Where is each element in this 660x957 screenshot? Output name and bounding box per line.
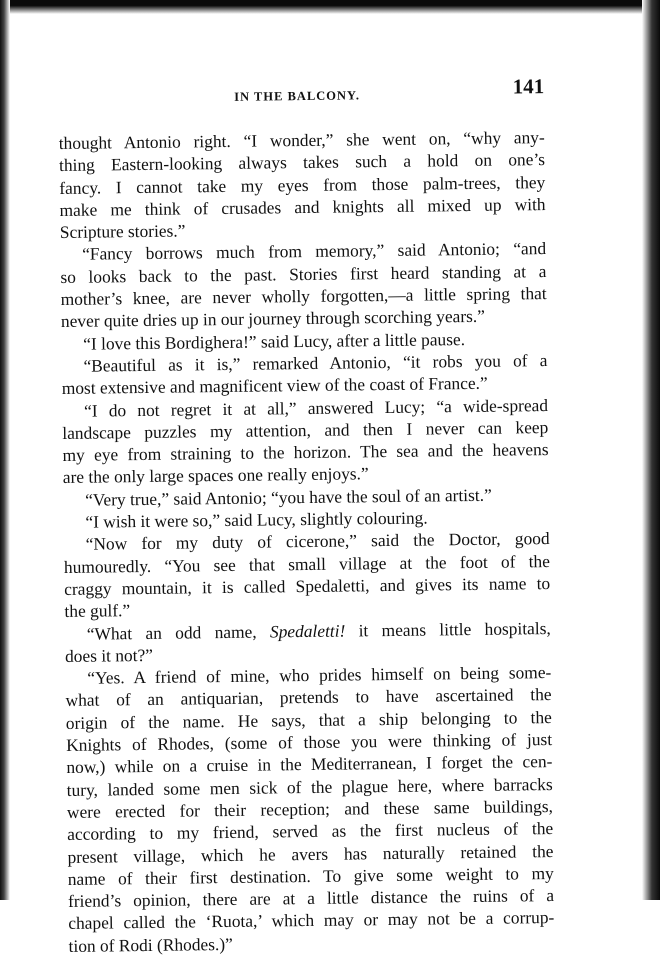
text-line: humouredly. “You see that small village at the foot of the bbox=[63, 550, 551, 577]
text-line: never quite dries up in our journey through scorching years.” bbox=[60, 306, 486, 332]
text-line: present village, which he avers has naturally retained the bbox=[67, 840, 554, 867]
text-line: craggy mountain, it is called Spedaletti, and gives its name to bbox=[64, 572, 551, 599]
text-segment: it means little hospitals, bbox=[345, 617, 551, 641]
text-line: mother’s knee, are never wholly forgotten,—a little spring that bbox=[60, 283, 547, 310]
text-line: what of an antiquarian, pretends to have ascertained the bbox=[65, 684, 552, 711]
text-line: so looks back to the past. Stories first heard standing at a bbox=[60, 260, 547, 287]
text-line: “I love this Bordighera!” said Lucy, after a little pause. bbox=[83, 328, 466, 354]
book-page bbox=[58, 74, 555, 957]
text-line: friend’s opinion, there are at a little distance the ruins of a bbox=[67, 885, 555, 912]
text-line: name of their first destination. To give some weight to my bbox=[67, 862, 554, 889]
text-line: “Fancy borrows much from memory,” said Antonio; “and bbox=[82, 238, 547, 265]
text-line: “Yes. A friend of mine, who prides himself on being some- bbox=[87, 662, 552, 688]
page-number: 141 bbox=[512, 74, 545, 99]
text-line: according to my friend, served as the first nucleus of the bbox=[67, 818, 554, 845]
text-line: thought Antonio right. “I wonder,” she went on, “why any- bbox=[58, 127, 545, 153]
text-line: make me think of crusades and knights all mixed up with bbox=[59, 193, 546, 220]
text-line: origin of the name. He says, that a ship belonging to the bbox=[65, 706, 552, 733]
body-text bbox=[59, 126, 555, 957]
text-line: “Very true,” said Antonio; “you have the soul of an artist.” bbox=[85, 484, 492, 510]
text-line: most extensive and magnificent view of the coast of France.” bbox=[61, 373, 488, 399]
text-line: Scripture stories.” bbox=[59, 220, 186, 243]
text-line: Knights of Rhodes, (some of those you were thinking of just bbox=[66, 729, 553, 755]
text-line: are the only large spaces one really enjoys.” bbox=[62, 463, 369, 488]
text-line: tion of Rodi (Rhodes.)” bbox=[68, 933, 233, 956]
text-line: were erected for their reception; and these same buildings, bbox=[66, 795, 554, 822]
scan-border-top bbox=[0, 0, 660, 14]
italic-place-name: Spedaletti! bbox=[269, 620, 346, 641]
text-line: chapel called the ‘Ruota,’ which may or may not be a corrup- bbox=[68, 907, 555, 934]
text-line: fancy. I cannot take my eyes from those palm-trees, they bbox=[59, 171, 546, 198]
text-segment: “What an odd name, bbox=[86, 620, 271, 644]
running-title: IN THE BALCONY. bbox=[234, 88, 361, 104]
scan-border-left bbox=[0, 0, 10, 900]
scan-border-right bbox=[642, 0, 660, 900]
running-head bbox=[58, 74, 544, 110]
text-line: my eye from straining to the horizon. The sea and the heavens bbox=[62, 439, 549, 466]
text-line: “I wish it were so,” said Lucy, slightly colouring. bbox=[85, 507, 428, 532]
text-line: “I do not regret it at all,” answered Lucy; “a wide-spread bbox=[83, 394, 549, 421]
text-line: the gulf.” bbox=[64, 600, 131, 622]
text-line: does it not?” bbox=[64, 644, 154, 666]
text-line: thing Eastern-looking always takes such a hold on one’s bbox=[58, 149, 546, 176]
text-line: landscape puzzles my attention, and then I never can keep bbox=[62, 416, 549, 443]
text-line: “Now for my duty of cicerone,” said the Doctor, good bbox=[85, 528, 550, 555]
text-line: “Beautiful as it is,” remarked Antonio, “it robs you of a bbox=[83, 350, 548, 376]
text-line: tury, landed some men sick of the plague here, where barracks bbox=[66, 773, 553, 800]
text-line: now,) while on a cruise in the Mediterranean, I forget the cen- bbox=[66, 751, 553, 778]
